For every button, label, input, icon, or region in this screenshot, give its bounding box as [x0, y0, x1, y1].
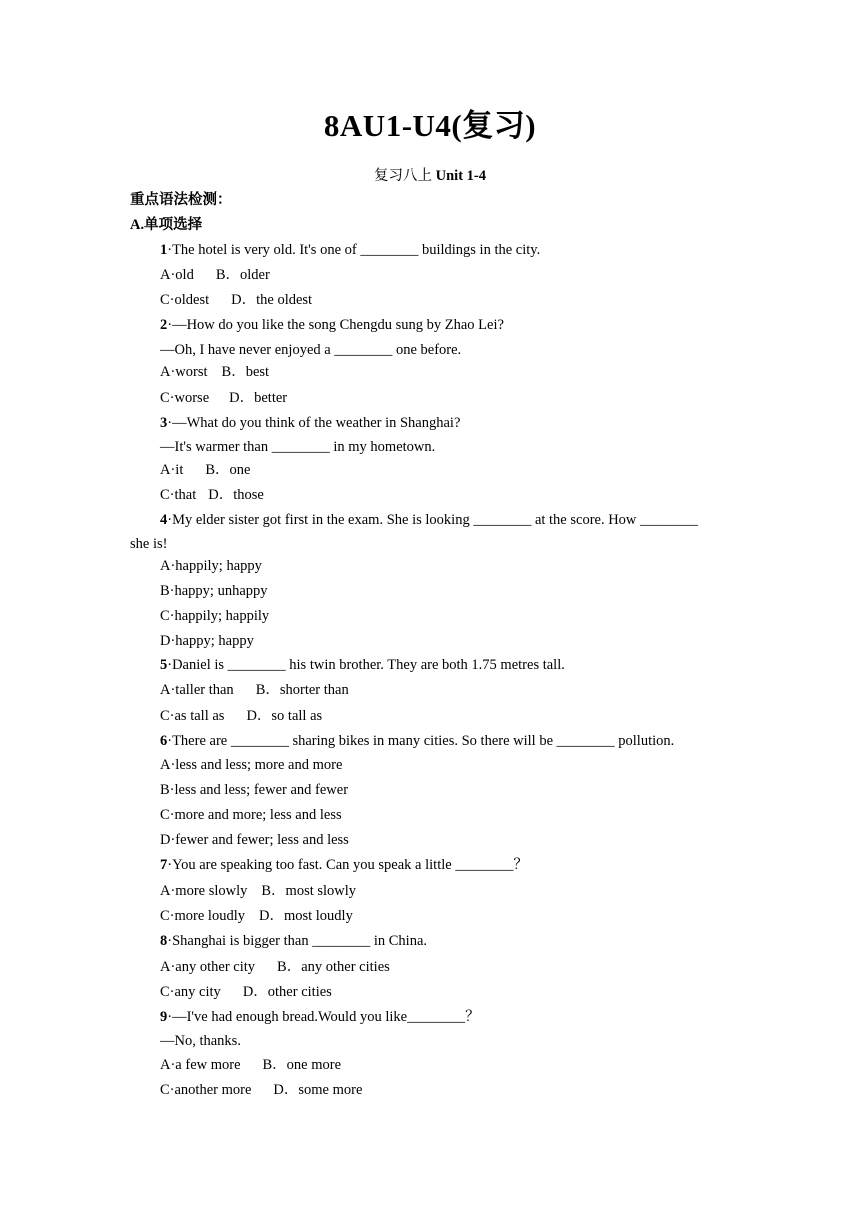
options-row: A·any other city B．any other cities	[160, 959, 390, 975]
options-row: A·a few more B．one more	[160, 1057, 342, 1073]
question-7: 7·You are speaking too fast. Can you speak a little ________？	[160, 857, 528, 873]
question-4-continued: she is!	[130, 536, 168, 552]
question-2-continued: —Oh, I have never enjoyed a ________ one before.	[160, 342, 462, 358]
question-9-continued: —No, thanks.	[160, 1033, 241, 1049]
section-heading: 重点语法检测：	[130, 192, 232, 208]
option-c: C·happily; happily	[160, 608, 270, 624]
subtitle: 复习八上 Unit 1-4	[374, 168, 486, 184]
question-5: 5·Daniel is ________ his twin brother. They are both 1.75 metres tall.	[160, 657, 565, 673]
options-row: A·more slowly B．most slowly	[160, 883, 357, 899]
question-3: 3·—What do you think of the weather in Shanghai?	[160, 415, 461, 431]
question-4: 4·My elder sister got first in the exam. She is looking ________ at the score. How ________	[160, 512, 699, 528]
part-heading: A.单项选择	[130, 217, 203, 233]
option-d: D·fewer and fewer; less and less	[160, 832, 349, 848]
page-title: 8AU1-U4(复习)	[323, 108, 537, 143]
option-c: C·more and more; less and less	[160, 807, 342, 823]
option-b: B·happy; unhappy	[160, 583, 268, 599]
question-8: 8·Shanghai is bigger than ________ in China.	[160, 933, 428, 949]
option-a: A·less and less; more and more	[160, 757, 343, 773]
options-row: A·old B．older	[160, 267, 270, 283]
options-row: C·another more D．some more	[160, 1082, 363, 1098]
options-row: C·oldest D．the oldest	[160, 292, 313, 308]
options-row: A·worst B．best	[160, 364, 270, 380]
question-1: 1·The hotel is very old. It's one of ________ buildings in the city.	[160, 242, 541, 258]
options-row: C·more loudly D．most loudly	[160, 908, 353, 924]
options-row: A·taller than B．shorter than	[160, 682, 349, 698]
options-row: C·any city D．other cities	[160, 984, 332, 1000]
option-a: A·happily; happy	[160, 558, 262, 574]
question-3-continued: —It's warmer than ________ in my hometown.	[160, 439, 436, 455]
option-b: B·less and less; fewer and fewer	[160, 782, 349, 798]
question-9: 9·—I've had enough bread.Would you like________？	[160, 1009, 480, 1025]
option-d: D·happy; happy	[160, 633, 254, 649]
options-row: C·that D．those	[160, 487, 264, 503]
options-row: C·as tall as D．so tall as	[160, 708, 323, 724]
question-2: 2·—How do you like the song Chengdu sung by Zhao Lei?	[160, 317, 504, 333]
options-row: A·it B．one	[160, 462, 251, 478]
options-row: C·worse D．better	[160, 390, 288, 406]
question-6: 6·There are ________ sharing bikes in many cities. So there will be ________ pollution.	[160, 733, 675, 749]
